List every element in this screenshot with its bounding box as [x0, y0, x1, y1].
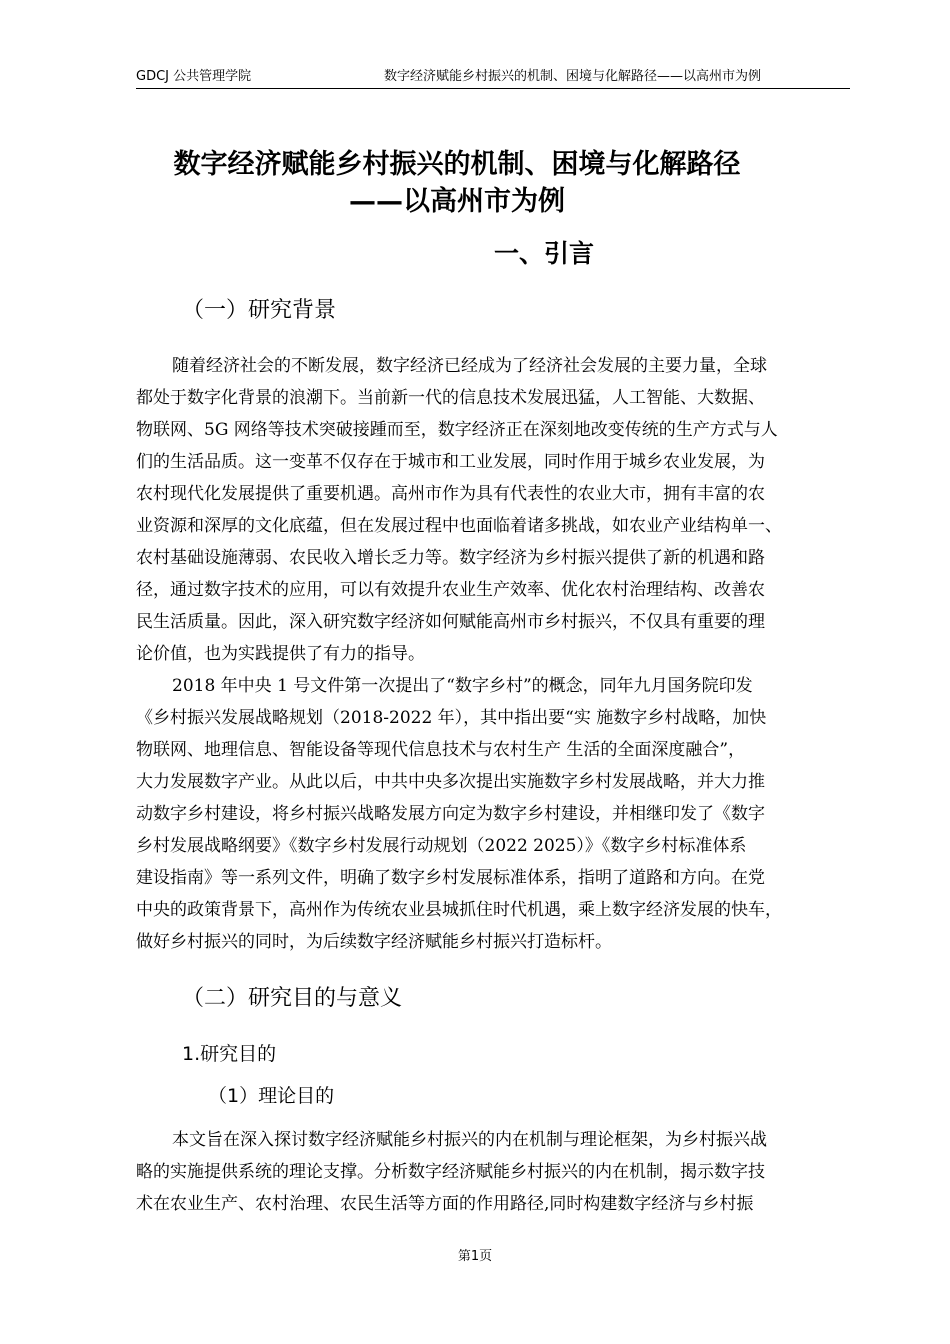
- text-line: 做好乡村振兴的同时，为后续数字经济赋能乡村振兴打造标杆。: [136, 932, 612, 952]
- text-line: 民生活质量。因此，深入研究数字经济如何赋能高州市乡村振兴，不仅具有重要的理: [136, 612, 765, 632]
- text-line: 农村基础设施薄弱、农民收入增长乏力等。数字经济为乡村振兴提供了新的机遇和路: [136, 548, 765, 568]
- text-line: 术在农业生产、农村治理、农民生活等方面的作用路径,同时构建数字经济与乡村振: [136, 1194, 754, 1214]
- item-heading-theoretical-purpose: （1）理论目的: [208, 1085, 335, 1107]
- text-line: 物联网、5G 网络等技术突破接踵而至，数字经济正在深刻地改变传统的生产方式与人: [136, 420, 778, 440]
- header-left-text: GDCJ 公共管理学院: [136, 69, 252, 84]
- text-line: 大力发展数字产业。从此以后，中共中央多次提出实施数字乡村发展战略，并大力推: [136, 772, 765, 792]
- text-line: 略的实施提供系统的理论支撑。分析数字经济赋能乡村振兴的内在机制，揭示数字技: [136, 1162, 765, 1182]
- item-heading-research-purpose: 1.研究目的: [182, 1043, 277, 1065]
- page-number: 第1页: [457, 1249, 493, 1264]
- text-line: 《乡村振兴发展战略规划（2018-2022 年），其中指出要“实 施数字乡村战略，加快: [136, 708, 767, 728]
- text-line: 2018 年中央 1 号文件第一次提出了“数字乡村”的概念，同年九月国务院印发: [172, 676, 753, 696]
- title-line-1: 数字经济赋能乡村振兴的机制、困境与化解路径: [173, 149, 741, 180]
- text-line: 随着经济社会的不断发展，数字经济已经成为了经济社会发展的主要力量，全球: [172, 356, 767, 376]
- subsection-heading-background: （一）研究背景: [182, 298, 337, 323]
- paragraph-theoretical-purpose: [136, 1124, 856, 1220]
- text-line: 动数字乡村建设，将乡村振兴战略发展方向定为数字乡村建设，并相继印发了《数字: [136, 804, 765, 824]
- section-heading-introduction: 一、引言: [493, 239, 594, 268]
- text-line: 论价值，也为实践提供了有力的指导。: [136, 644, 425, 664]
- text-line: 径，通过数字技术的应用，可以有效提升农业生产效率、优化农村治理结构、改善农: [136, 580, 765, 600]
- text-line: 乡村发展战略纲要》《数字乡村发展行动规划（2022 2025）》《数字乡村标准体系: [136, 836, 747, 856]
- text-line: 物联网、地理信息、智能设备等现代信息技术与农村生产 生活的全面深度融合”，: [136, 740, 746, 760]
- text-line: 建设指南》等一系列文件，明确了数字乡村发展标准体系，指明了道路和方向。在党: [136, 868, 765, 888]
- paper-title: [136, 146, 850, 220]
- text-line: 业资源和深厚的文化底蕴，但在发展过程中也面临着诸多挑战，如农业产业结构单一、: [136, 516, 782, 536]
- text-line: 们的生活品质。这一变革不仅存在于城市和工业发展，同时作用于城乡农业发展，为: [136, 452, 765, 472]
- text-line: 中央的政策背景下，高州作为传统农业县城抓住时代机遇，乘上数字经济发展的快车，: [136, 900, 782, 920]
- header-right-text: 数字经济赋能乡村振兴的机制、困境与化解路径——以高州市为例: [384, 69, 762, 84]
- text-line: 本文旨在深入探讨数字经济赋能乡村振兴的内在机制与理论框架，为乡村振兴战: [172, 1130, 767, 1150]
- page-header: [136, 68, 850, 89]
- text-line: 农村现代化发展提供了重要机遇。高州市作为具有代表性的农业大市，拥有丰富的农: [136, 484, 765, 504]
- title-line-2: ——以高州市为例: [349, 186, 565, 217]
- subsection-heading-purpose-significance: （二）研究目的与意义: [182, 986, 403, 1011]
- paragraph-background-1: [136, 350, 856, 958]
- text-line: 都处于数字化背景的浪潮下。当前新一代的信息技术发展迅猛，人工智能、大数据、: [136, 388, 765, 408]
